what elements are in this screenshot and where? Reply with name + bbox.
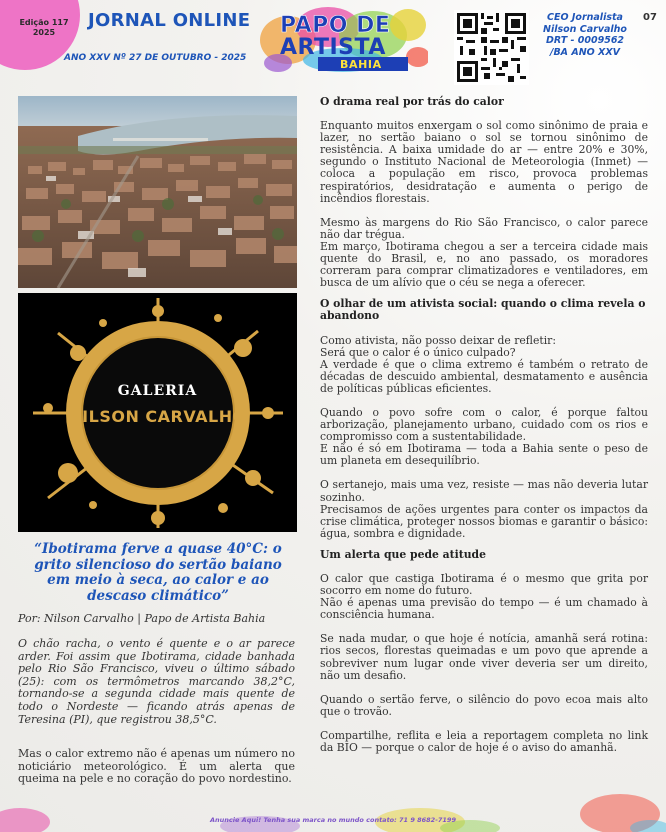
article-paragraph: Mas o calor extremo não é apenas um número no noticiário meteorológico. É um alerta que queima na pele e no coração do povo nordestino. xyxy=(18,747,295,786)
section-heading: Um alerta que pede atitude xyxy=(320,547,486,561)
article-paragraph: O sertanejo, mais uma vez, resiste — mas não deveria lutar sozinho. xyxy=(320,478,648,504)
logo-word-papo: PAPO DE xyxy=(280,13,391,38)
advertising-footer: Anuncie Aqui! Tenha sua marca no mundo contato: 71 9 8682-7199 xyxy=(210,816,456,824)
page-number: 07 xyxy=(643,12,657,23)
ceo-year: /BA ANO XXV xyxy=(549,46,621,58)
article-paragraph: Em março, Ibotirama chegou a ser a terceira cidade mais quente do Brasil, e, no ano passado, os moradores correram para comprar climatizadores e ventiladores, em busca de um alívio que o céu se nega a oferecer. xyxy=(320,239,648,290)
article-paragraph: Quando o sertão ferve, o silêncio do povo ecoa mais alto que o trovão. xyxy=(320,692,648,718)
article-paragraph: O calor que castiga Ibotirama é o mesmo que grita por socorro em nome do futuro. xyxy=(320,572,648,598)
city-aerial-photo xyxy=(18,96,297,288)
article-paragraph: Será que o calor é o único culpado? xyxy=(320,345,516,359)
city-photo-illustration xyxy=(18,96,297,288)
qr-code[interactable] xyxy=(454,10,529,85)
edition-year: 2025 xyxy=(32,28,56,37)
papo-de-artista-logo xyxy=(258,5,428,75)
galeria-title: GALERIA xyxy=(117,383,198,399)
ceo-drt: DRT - 0009562 xyxy=(545,35,625,46)
footer-paint-splash xyxy=(0,792,666,832)
article-right-column xyxy=(320,96,648,754)
article-lead: O chão racha, o vento é quente e o ar parece arder. Foi assim que Ibotirama, cidade banhada pelo Rio São Francisco, viveu o último sábado (25): com os termômetros marcando 38,2°C, tornando-se a segunda cidade mais quente de todo o Nordeste — ficando atrás apenas de Teresina (PI), que registrou 38,5°C. xyxy=(18,637,295,726)
article-paragraph: Compartilhe, reflita e leia a reportagem completa no link da BIO — porque o calor de hoje é o aviso do amanhã. xyxy=(320,728,648,755)
section-heading: O drama real por trás do calor xyxy=(320,95,504,108)
qr-code-icon xyxy=(454,10,529,85)
article-paragraph: A verdade é que o clima extremo é também o retrato de décadas de descuido ambiental, desmatamento e ausência de políticas públicas eficientes. xyxy=(320,357,648,395)
article-paragraph: Como ativista, não posso deixar de refletir: xyxy=(320,333,556,347)
edition-number: Edição 117 xyxy=(19,18,69,27)
galeria-artwork xyxy=(18,293,297,532)
ceo-credit xyxy=(530,12,640,58)
article-byline: Por: Nilson Carvalho | Papo de Artista Bahia xyxy=(18,612,266,625)
article-paragraph: Não é apenas uma previsão do tempo — é um chamado à consciência humana. xyxy=(320,596,648,622)
article-paragraph: Precisamos de ações urgentes para conter os impactos da crise climática, proteger nossos biomas e garantir o básico: água, sombra e dignidade. xyxy=(320,502,648,540)
article-paragraph: Mesmo às margens do Rio São Francisco, o calor parece não dar trégua. xyxy=(320,215,648,241)
newspaper-title: JORNAL ONLINE xyxy=(88,10,251,31)
issue-date: ANO XXV Nº 27 DE OUTUBRO - 2025 xyxy=(64,53,247,63)
edition-label xyxy=(14,18,74,38)
article-paragraph: Se nada mudar, o que hoje é notícia, amanhã será rotina: rios secos, florestas queimadas e um povo que aprende a sobreviver num lugar onde viver deveria ser um direito, não um desafio. xyxy=(320,632,648,682)
galeria-artist-name: NILSON CARVALHO xyxy=(68,407,247,426)
logo-word-artista: ARTISTA xyxy=(280,35,386,60)
article-paragraph: Enquanto muitos enxergam o sol como sinônimo de praia e lazer, no sertão baiano o sol se tornou sinônimo de resistência. A baixa umidade do ar — entre 20% e 30%, segundo o Instituto Nacional de Meteorologia (Inmet) — coloca a população em risco, provoca problemas respiratórios, desidratação e aumenta o perigo de incêndios florestais. xyxy=(320,119,648,205)
section-heading: O olhar de um ativista social: quando o clima revela o abandono xyxy=(320,297,646,323)
article-paragraph: Quando o povo sofre com o calor, é porque faltou arborização, planejamento urbano, cuidado com os rios e compromisso com a sustentabilidade. xyxy=(320,405,648,444)
logo-word-bahia: BAHIA xyxy=(340,58,382,71)
ceo-title: CEO Jornalista xyxy=(547,12,623,23)
article-paragraph: E não é só em Ibotirama — toda a Bahia sente o peso de um planeta em desequilíbrio. xyxy=(320,442,648,468)
ceo-name: Nilson Carvalho xyxy=(543,23,627,35)
pull-quote: “Ibotirama ferve a quase 40°C: o grito silencioso do sertão baiano em meio à seca, ao calor e ao descaso climático” xyxy=(34,541,282,604)
